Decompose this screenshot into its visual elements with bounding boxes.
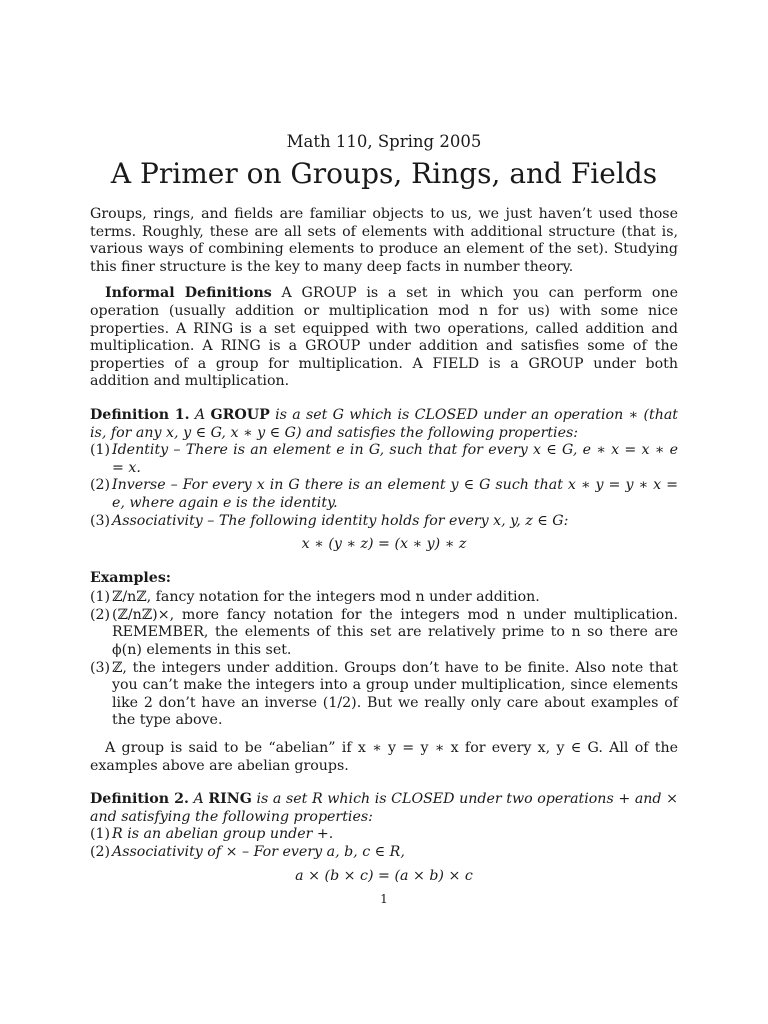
item-text: (ℤ/nℤ)×, more fancy notation for the integers mod n under multiplication. REMEMBER, the elements of this set are relatively prime to n so there are ϕ(n) elements in this set.	[112, 606, 678, 659]
abelian-paragraph: A group is said to be “abelian” if x ∗ y = y ∗ x for every x, y ∈ G. All of the examples above are abelian groups.	[90, 740, 678, 774]
document-title: A Primer on Groups, Rings, and Fields	[110, 157, 658, 190]
list-item	[90, 659, 678, 730]
item-text: Associativity of × – For every a, b, c ∈ R,	[112, 844, 405, 860]
informal-definitions-label: Informal Definitions	[105, 285, 272, 302]
item-number: (2)	[90, 477, 111, 494]
ring-properties-list	[90, 826, 678, 861]
definition-label: Definition 1.	[90, 406, 190, 423]
course-header: Math 110, Spring 2005	[286, 132, 482, 151]
definition-ring	[90, 791, 678, 885]
list-item	[90, 477, 678, 512]
definition-group	[90, 407, 678, 554]
item-number: (1)	[90, 442, 111, 459]
examples-list	[90, 589, 678, 730]
definition-label: Definition 2.	[90, 791, 189, 808]
examples-heading: Examples:	[90, 569, 172, 586]
item-text: ℤ/nℤ, fancy notation for the integers mod n under addition.	[112, 589, 540, 606]
item-text: Identity – There is an element e in G, such that for every x ∈ G, e ∗ x = x ∗ e = x.	[112, 442, 678, 476]
item-number: (3)	[90, 512, 111, 529]
item-number: (1)	[90, 826, 111, 843]
list-item	[90, 589, 678, 607]
document-page	[90, 132, 678, 891]
informal-definitions-paragraph	[90, 285, 678, 391]
informal-definitions-text: A GROUP is a set in which you can perform one operation (usually addition or multiplication mod n for us) with some nice properties. A RING is a set equipped with two operations, called addition and multiplication. A RING is a GROUP under addition and satisfies some of the properties of a group for multiplication. A FIELD is a GROUP under both addition and multiplication.	[90, 285, 678, 390]
item-text: Inverse – For every x in G there is an element y ∈ G such that x ∗ y = y ∗ x = e, where again e is the identity.	[112, 477, 678, 511]
list-item	[90, 826, 678, 844]
list-item	[90, 442, 678, 477]
list-item	[90, 844, 678, 862]
display-equation: a × (b × c) = (a × b) × c	[295, 867, 473, 884]
item-number: (2)	[90, 606, 111, 623]
definition-group-statement	[90, 407, 678, 442]
definition-term: GROUP	[210, 406, 270, 423]
item-number: (2)	[90, 844, 111, 860]
definition-term: RING	[208, 791, 252, 808]
definition-article: A	[188, 791, 209, 808]
page-number: 1	[380, 892, 388, 906]
list-item	[90, 606, 678, 660]
item-text: Associativity – The following identity holds for every x, y, z ∈ G:	[112, 512, 569, 529]
definition-article: A	[189, 406, 211, 423]
definition-text: is a set G which is CLOSED under an operation ∗ (that is, for any x, y ∈ G, x ∗ y ∈ G) and satisfies the following properties:	[90, 406, 679, 441]
list-item	[90, 512, 678, 531]
item-text: R is an abelian group under +.	[112, 826, 334, 843]
item-number: (1)	[90, 589, 111, 606]
item-text: ℤ, the integers under addition. Groups don’t have to be finite. Also note that you can’t make the integers into a group under multiplication, since elements like 2 don’t have an inverse (1/2). But we really only care about examples of the type above.	[112, 659, 678, 729]
group-properties-list	[90, 442, 678, 530]
intro-paragraph: Groups, rings, and fields are familiar objects to us, we just haven’t used those terms. Roughly, these are all sets of elements with additional structure (that is, various ways of combining elements to produce an element of the set). Studying this finer structure is the key to many deep facts in number theory.	[90, 206, 678, 275]
display-equation: x ∗ (y ∗ z) = (x ∗ y) ∗ z	[301, 536, 467, 553]
definition-ring-statement	[90, 791, 678, 826]
definition-text: is a set R which is CLOSED under two operations + and × and satisfying the following properties:	[90, 791, 678, 825]
item-number: (3)	[90, 659, 111, 676]
